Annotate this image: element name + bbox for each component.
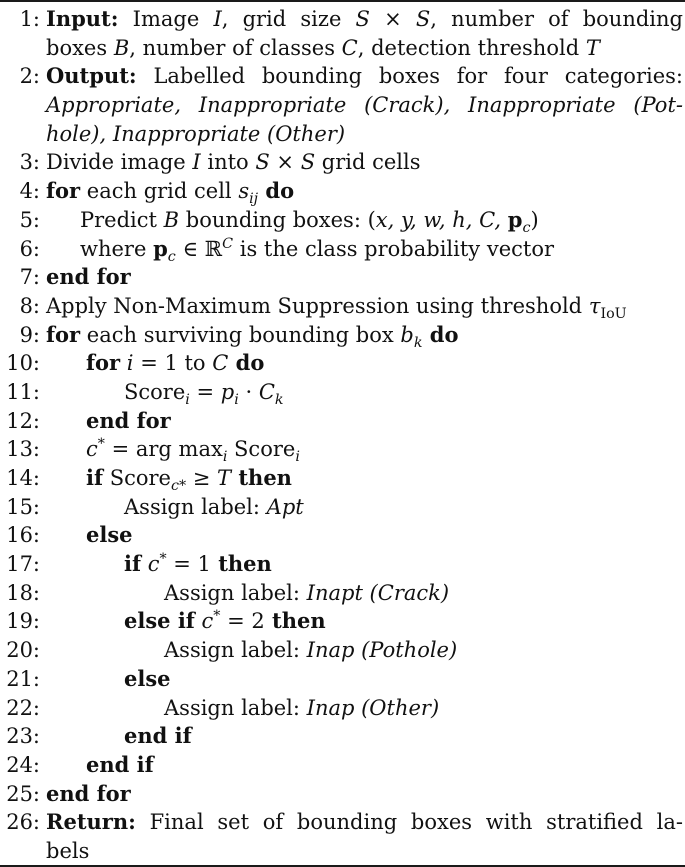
- math-op: ×: [269, 150, 301, 175]
- math-var: p: [220, 379, 235, 404]
- line-number: 19:: [6, 609, 40, 634]
- algo-line-2-cont-1: [0, 91, 685, 120]
- math-op: ≥: [186, 466, 218, 490]
- math-var: S: [415, 7, 431, 31]
- text: Labelled bounding boxes for four categories:: [153, 64, 683, 89]
- text: = 1 to: [133, 351, 213, 376]
- line-content: [124, 607, 683, 636]
- line-number: 6:: [19, 236, 40, 261]
- keyword-do: do: [422, 321, 459, 347]
- algo-line-18: [0, 579, 685, 608]
- subscript: k: [274, 392, 284, 409]
- line-number: 26:: [6, 810, 40, 835]
- label-value: Inap (Pothole): [306, 638, 458, 663]
- math-op: ·: [238, 379, 259, 404]
- math-var: b: [400, 322, 414, 347]
- algo-line-23: [0, 722, 685, 751]
- math-op: ×: [369, 7, 416, 31]
- line-content: [164, 694, 683, 723]
- subscript: c*: [170, 478, 187, 495]
- subscript: i: [295, 449, 300, 466]
- line-content: [46, 62, 683, 91]
- line-number: 5:: [19, 207, 40, 232]
- algo-line-26: [0, 808, 685, 837]
- subscript: i: [222, 449, 228, 466]
- line-content: [86, 435, 683, 464]
- keyword-end-for: end for: [86, 407, 171, 433]
- algo-line-2: [0, 62, 685, 91]
- text: Assign label:: [124, 494, 267, 519]
- keyword-return: Return:: [46, 809, 136, 835]
- line-number: 9:: [19, 322, 40, 347]
- math-var: S: [300, 150, 316, 175]
- line-number: 14:: [6, 466, 40, 490]
- math-var: S: [255, 150, 270, 175]
- algo-line-10: [0, 349, 685, 378]
- math-var: s: [238, 179, 250, 204]
- math-var: x, y, w, h, C,: [375, 207, 508, 232]
- keyword-then: then: [264, 608, 326, 634]
- algo-line-3: [0, 148, 685, 177]
- math-var: I: [213, 7, 222, 31]
- math-vector: p: [153, 235, 168, 261]
- subscript: i: [234, 392, 239, 409]
- line-number: 15:: [6, 494, 40, 519]
- line-content: [124, 378, 683, 407]
- line-number: 11:: [6, 379, 40, 404]
- algo-line-20: [0, 636, 685, 665]
- algo-line-26-cont: [0, 837, 685, 866]
- algo-line-14: [0, 464, 685, 493]
- text: Assign label:: [164, 638, 307, 663]
- line-content: [46, 808, 683, 837]
- math-op: =: [189, 379, 221, 404]
- text: each grid cell: [80, 179, 239, 204]
- keyword-for: for: [46, 321, 81, 347]
- text: Score: [124, 379, 186, 404]
- label-value: Apt: [266, 494, 304, 519]
- text: Score: [227, 437, 296, 462]
- algo-line-22: [0, 694, 685, 723]
- subscript: ij: [249, 191, 259, 208]
- keyword-if: if: [124, 551, 142, 577]
- line-number: 3:: [19, 150, 40, 175]
- text: Assign label:: [164, 695, 307, 720]
- text: is the class probability vector: [233, 236, 555, 261]
- algo-line-4: [0, 177, 685, 206]
- superscript: C: [222, 235, 234, 252]
- line-content: [46, 292, 683, 321]
- label-value: Inap (Other): [306, 695, 440, 720]
- text: , number of classes: [129, 35, 342, 60]
- math-var: c: [194, 609, 214, 634]
- keyword-for: for: [86, 350, 121, 376]
- text: , detection threshold: [357, 35, 586, 60]
- line-number: 22:: [6, 695, 40, 720]
- keyword-else: else: [124, 665, 171, 691]
- line-content: [46, 5, 683, 34]
- line-number: 18:: [6, 580, 40, 605]
- math-var: c: [86, 437, 98, 462]
- algo-line-11: [0, 378, 685, 407]
- text: Image: [132, 7, 214, 31]
- line-content: [164, 579, 683, 608]
- line-content: [80, 235, 683, 264]
- algo-line-12: [0, 407, 685, 436]
- line-number: 4:: [19, 179, 40, 204]
- algo-line-19: [0, 607, 685, 636]
- keyword-end-if: end if: [124, 723, 192, 749]
- math-var: c: [141, 552, 160, 577]
- superscript: *: [97, 436, 105, 453]
- line-content: Appropriate, Inappropriate (Crack), Inappropriate (Pot-: [46, 93, 683, 118]
- line-content: [86, 464, 683, 493]
- math-var: I: [192, 150, 201, 175]
- text: each surviving bounding box: [80, 322, 401, 347]
- math-var: S: [355, 7, 370, 31]
- keyword-else-if: else if: [124, 608, 195, 634]
- keyword-if: if: [86, 465, 104, 490]
- algo-line-7: [0, 263, 685, 292]
- math-var: C: [258, 379, 275, 404]
- line-content: [80, 206, 683, 235]
- text: ): [530, 207, 539, 232]
- algo-line-25: [0, 780, 685, 809]
- keyword-then: then: [210, 551, 272, 577]
- algo-line-24: [0, 751, 685, 780]
- line-content: [46, 148, 683, 177]
- subscript: c: [167, 248, 176, 265]
- keyword-do: do: [228, 350, 265, 376]
- algo-line-8: [0, 292, 685, 321]
- algo-line-6: [0, 235, 685, 264]
- text: Predict: [80, 207, 164, 232]
- keyword-input: Input:: [46, 6, 119, 31]
- subscript: k: [413, 334, 423, 351]
- algo-line-13: [0, 435, 685, 464]
- line-number: 13:: [6, 437, 40, 462]
- algo-line-17: [0, 550, 685, 579]
- text: = arg max: [104, 437, 223, 462]
- line-number: 10:: [6, 351, 40, 376]
- keyword-else: else: [86, 522, 133, 548]
- math-var: T: [217, 466, 232, 490]
- text: into: [200, 150, 256, 175]
- text: = 2: [220, 609, 265, 634]
- text: Assign label:: [164, 580, 307, 605]
- math-var: C: [341, 35, 358, 60]
- line-content: [164, 636, 683, 665]
- text: Divide image: [46, 150, 193, 175]
- math-var: C: [212, 351, 229, 376]
- line-number: 17:: [6, 552, 40, 577]
- keyword-output: Output:: [46, 63, 137, 89]
- line-number: 1:: [19, 7, 40, 31]
- line-content: [124, 493, 683, 522]
- math-var: i: [120, 351, 134, 376]
- algo-line-9: [0, 321, 685, 350]
- line-number: 16:: [6, 523, 40, 548]
- keyword-do: do: [258, 178, 295, 204]
- line-number: 24:: [6, 752, 40, 777]
- keyword-for: for: [46, 178, 81, 204]
- line-number: 21:: [6, 666, 40, 691]
- text: boxes: [46, 35, 114, 60]
- line-content: [46, 177, 683, 206]
- text: , grid size: [221, 7, 356, 31]
- algo-line-1-cont: [0, 34, 685, 63]
- text: = 1: [166, 552, 211, 577]
- keyword-then: then: [231, 465, 292, 490]
- keyword-end-if: end if: [86, 751, 154, 777]
- keyword-end-for: end for: [46, 264, 131, 290]
- subscript: i: [185, 392, 190, 409]
- line-number: 8:: [19, 293, 40, 318]
- text: Apply Non-Maximum Suppression using threshold: [46, 293, 589, 318]
- text: , number of bounding: [430, 7, 683, 31]
- line-number: 23:: [6, 724, 40, 749]
- line-content: bels: [46, 838, 90, 863]
- subscript: IoU: [600, 306, 627, 323]
- keyword-end-for: end for: [46, 780, 131, 806]
- text: Final set of bounding boxes with stratified la-: [149, 810, 683, 835]
- algo-line-1: [0, 5, 685, 34]
- text: where: [80, 236, 154, 261]
- line-content: [46, 321, 683, 350]
- math-var: B: [163, 207, 180, 232]
- math-op: ∈ ℝ: [175, 236, 223, 261]
- math-var: τ: [588, 293, 601, 318]
- line-content: hole), Inappropriate (Other): [46, 121, 346, 146]
- superscript: *: [159, 551, 167, 568]
- line-number: 2:: [19, 64, 40, 89]
- math-vector: p: [507, 206, 523, 232]
- algo-line-5: [0, 206, 685, 235]
- line-number: 20:: [6, 638, 40, 663]
- line-number: 7:: [19, 265, 40, 290]
- superscript: *: [213, 608, 221, 625]
- line-content: [86, 349, 683, 378]
- text: grid cells: [315, 150, 421, 175]
- algo-line-16: [0, 521, 685, 550]
- label-value: Inapt (Crack): [306, 580, 450, 605]
- algo-line-21: [0, 665, 685, 694]
- line-number: 25:: [6, 781, 40, 806]
- line-content: [46, 34, 683, 63]
- subscript: c: [522, 220, 531, 236]
- math-var: B: [113, 35, 130, 60]
- text: Score: [103, 466, 171, 490]
- math-var: T: [585, 35, 600, 60]
- algo-line-15: [0, 493, 685, 522]
- line-number: 12:: [6, 408, 40, 433]
- line-content: [124, 550, 683, 579]
- text: bounding boxes: (: [179, 207, 376, 232]
- algo-line-2-cont-2: [0, 120, 685, 149]
